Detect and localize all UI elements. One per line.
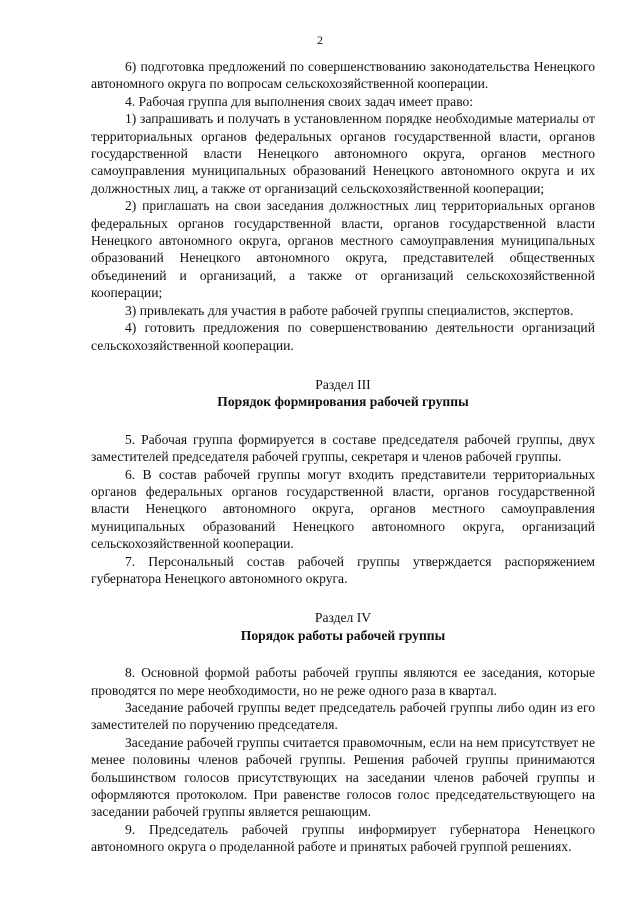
section-title: Порядок формирования рабочей группы (217, 394, 469, 410)
paragraph: 8. Основной формой работы рабочей группы являются ее заседания, которые проводятся по мере необходимости, но не реже одного раза в квартал. (91, 665, 595, 698)
paragraph: 4. Рабочая группа для выполнения своих задач имеет право: (125, 93, 474, 109)
paragraph: 6. В состав рабочей группы могут входить представители территориальных органов федеральных органов государственной власти, органов государственной власти Ненецкого автономного округа, органов местного самоуправления муниципальных образований Ненецкого автономного округа, организаций сельскохозяйственной кооперации. (91, 466, 595, 552)
paragraph: 1) запрашивать и получать в установленном порядке необходимые материалы от территориальных органов федеральных органов государственной власти, органов государственной власти Ненецкого автономного округа, органов местного самоуправления муниципальных образований Ненецкого автономного округа и их должностных лиц, а также от организаций сельскохозяйственной кооперации; (91, 111, 595, 196)
paragraph: 9. Председатель рабочей группы информирует губернатора Ненецкого автономного округа о проделанной работе и принятых рабочей группой решениях. (91, 821, 595, 855)
document-body (91, 58, 595, 856)
paragraph: 5. Рабочая группа формируется в составе председателя рабочей группы, двух заместителей председателя рабочей группы, секретаря и членов рабочей группы. (91, 431, 595, 465)
section-label: Раздел IV (314, 610, 372, 626)
paragraph: 7. Персональный состав рабочей группы утверждается распоряжением губернатора Ненецкого автономного округа. (91, 553, 595, 586)
section-label: Раздел III (315, 376, 371, 392)
paragraph: 4) готовить предложения по совершенствованию деятельности организаций сельскохозяйственной кооперации. (91, 320, 595, 353)
paragraph: 3) привлекать для участия в работе рабочей группы специалистов, экспертов. (125, 302, 574, 318)
paragraph: 6) подготовка предложений по совершенствованию законодательства Ненецкого автономного округа по вопросам сельскохозяйственной кооперации. (91, 59, 595, 92)
paragraph: Заседание рабочей группы считается правомочным, если на нем присутствует не менее половины членов рабочей группы. Решения рабочей группы принимаются большинством голосов присутствующих на заседании членов рабочей группы и оформляются протоколом. При равенстве голосов голос председательствующего на заседании рабочей группы является решающим. (91, 734, 595, 820)
paragraph: 2) приглашать на свои заседания должностных лиц территориальных органов федеральных органов государственной власти, органов государственной власти Ненецкого автономного округа, органов местного самоуправления муниципальных образований Ненецкого автономного округа, представителей общественных объединений и организаций, а также от организаций сельскохозяйственной кооперации; (91, 198, 595, 301)
section-title: Порядок работы рабочей группы (240, 627, 446, 643)
paragraph: Заседание рабочей группы ведет председатель рабочей группы либо один из его заместителей по поручению председателя. (91, 700, 595, 733)
page-number: 2 (317, 33, 323, 47)
